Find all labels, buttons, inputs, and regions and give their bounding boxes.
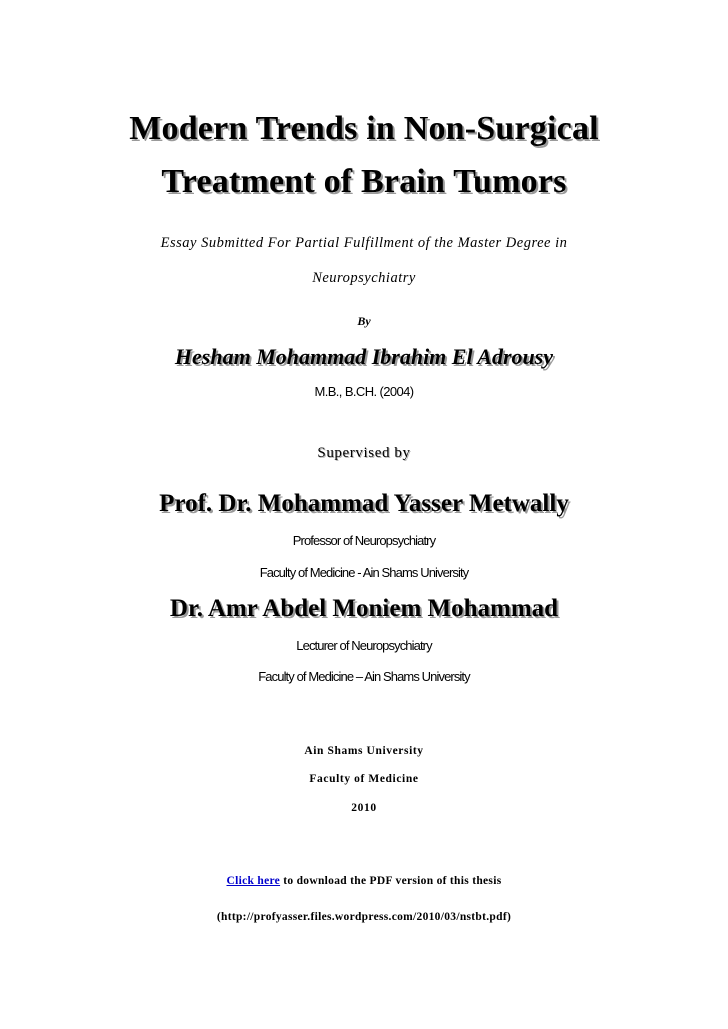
year: 2010	[351, 802, 377, 814]
supervisor-2-position: Lecturer of Neuropsychiatry	[296, 638, 432, 653]
faculty-name: Faculty of Medicine	[309, 773, 419, 785]
university-name: Ain Shams University	[304, 745, 424, 757]
supervised-by-label: Supervised by	[317, 445, 411, 461]
title-line-1: Modern Trends in Non-Surgical	[129, 110, 599, 147]
author-name: Hesham Mohammad Ibrahim El Adrousy	[174, 344, 554, 369]
essay-line-1: Essay Submitted For Partial Fulfillment of the Master Degree in	[160, 235, 568, 251]
essay-line-2: Neuropsychiatry	[312, 270, 416, 286]
download-text: to download the PDF version of this thesis	[280, 875, 502, 887]
supervisor-2-affiliation: Faculty of Medicine – Ain Shams University	[258, 669, 470, 684]
click-here-link[interactable]: Click here	[226, 875, 281, 887]
supervisor-2-name: Dr. Amr Abdel Moniem Mohammad	[169, 595, 559, 622]
author-degree: M.B., B.CH. (2004)	[314, 384, 414, 399]
download-url: (http://profyasser.files.wordpress.com/2010/03/nstbt.pdf)	[216, 911, 512, 923]
supervisor-1-affiliation: Faculty of Medicine - Ain Shams University	[259, 565, 469, 580]
supervisor-1-position: Professor of Neuropsychiatry	[292, 533, 436, 548]
by-label: By	[357, 314, 371, 328]
title-line-2: Treatment of Brain Tumors	[161, 163, 567, 200]
download-line	[0, 875, 728, 887]
supervisor-1-name: Prof. Dr. Mohammad Yasser Metwally	[159, 490, 569, 517]
